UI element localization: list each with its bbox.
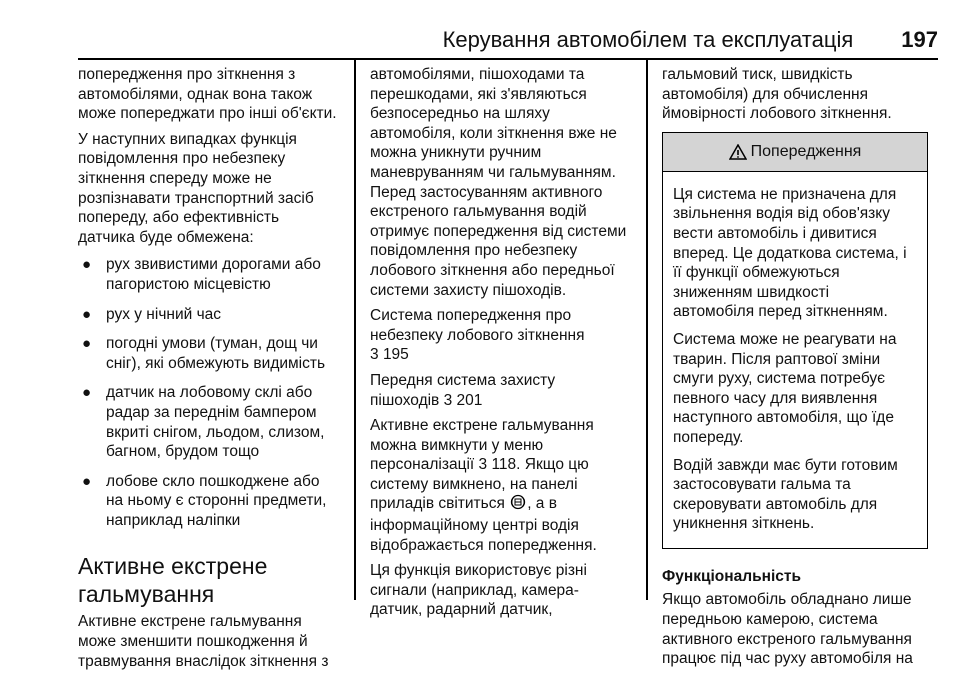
col2-paragraph-5: Ця функція використовує різні сигнали (наприклад, камера- датчик, радарний датчик, [370, 562, 587, 619]
page-ref-arrow-icon: 3 [370, 346, 379, 364]
column-divider-1 [354, 60, 356, 600]
brake-assist-indicator-icon [510, 494, 526, 516]
bullet-icon: ● [82, 256, 92, 274]
warning-paragraph-3: Водій завжди має бути готовим застосовувати гальма та скеровувати автомобіль для уникнення зіткнень. [673, 456, 898, 533]
col1-paragraph-2: У наступних випадках функція повідомлення про небезпеку зіткнення спереду може не розпізнавати транспортний засіб попереду, або ефективність датчика буде обмежена: [78, 130, 314, 246]
page-ref-arrow-icon: 3 [443, 391, 453, 409]
page-number: 197 [901, 27, 938, 52]
col1-paragraph-3: Активне екстрене гальмування може зменшити пошкодження й травмування внаслідок зіткнення з [78, 613, 329, 670]
warning-header [663, 133, 927, 172]
page-title: Керування автомобілем та експлуатація [442, 27, 854, 52]
page-ref-arrow-icon: 3 [478, 456, 488, 474]
col3-paragraph-1: гальмовий тиск, швидкість автомобіля) для обчислення ймовірності лобового зіткнення. [662, 66, 892, 123]
warning-title: Попередження [750, 142, 862, 160]
section-heading: Активне екстрене гальмування [78, 553, 268, 608]
subheading-functionality: Функціональність [662, 567, 802, 585]
page-reference-link[interactable]: 195 [382, 346, 409, 364]
bullet-icon: ● [82, 335, 92, 353]
col3-paragraph-2: Якщо автомобіль обладнано лише передньою камерою, система активного екстреного гальмування працює під час руху автомобіля на [662, 591, 913, 668]
list-item-text: рух звивистими дорогами або пагористою місцевістю [106, 256, 321, 293]
column-2 [370, 60, 638, 626]
warning-triangle-icon [729, 144, 747, 160]
list-item-text: рух у нічний час [106, 305, 222, 323]
list-item-text: датчик на лобовому склі або радар за переднім бампером вкриті снігом, льодом, слизом, багном, брудом тощо [106, 384, 325, 461]
warning-box [662, 132, 928, 549]
bullet-icon: ● [82, 472, 92, 490]
page-reference-link[interactable]: 118 [491, 456, 517, 474]
limitations-list [78, 255, 346, 530]
warning-body [663, 172, 927, 548]
col2-paragraph-4: Активне екстрене гальмування можна вимкнути у меню персоналізації 3 118. Якщо цю систему вимкнено, на панелі приладів світиться , а в інформаційному центрі водія відображається попередження. [370, 417, 597, 554]
col2-paragraph-3: Передня система захисту пішоходів 3 201 [370, 371, 556, 409]
list-item-text: лобове скло пошкоджене або на ньому є сторонні предмети, наприклад наліпки [106, 472, 327, 529]
col2-paragraph-1: автомобілями, пішоходами та перешкодами, які з'являються безпосередньо на шляху автомобіля, коли зіткнення вже не можна уникнути ручним маневруванням чи гальмуванням. Перед застосуванням активного екстреного гальмування водій отримує попередження від системи повідомлення про небезпеку лобового зіткнення або передньої системи захисту пішоходів. [370, 66, 627, 299]
column-3 [662, 60, 928, 675]
page-header [78, 24, 938, 56]
col1-paragraph-1: попередження про зіткнення з автомобілями, однак вона також може попереджати про інші об'єкти. [78, 66, 337, 123]
warning-paragraph-2: Система може не реагувати на тварин. Після раптової зміни смуги руху, система потребує певного часу для виявлення наступного автомобіля, що їде попереду. [673, 330, 897, 446]
list-item [78, 472, 346, 531]
list-item [78, 305, 346, 325]
list-item [78, 334, 346, 373]
list-item-text: погодні умови (туман, дощ чи сніг), які обмежують видимість [106, 335, 326, 372]
col2-paragraph-2: Система попередження про небезпеку лобового зіткнення 3 195 [370, 307, 585, 364]
warning-paragraph-1: Ця система не призначена для звільнення водія від обов'язку вести автомобіль і дивитися вперед. Це додаткова система, і її функції обмежуються зниженням швидкості автомобіля перед зіткненням. [673, 185, 907, 321]
column-1 [78, 60, 346, 677]
bullet-icon: ● [82, 384, 92, 402]
page-reference-link[interactable]: 201 [456, 391, 483, 409]
list-item [78, 383, 346, 461]
column-divider-2 [646, 60, 648, 600]
list-item [78, 255, 346, 294]
bullet-icon: ● [82, 305, 92, 323]
